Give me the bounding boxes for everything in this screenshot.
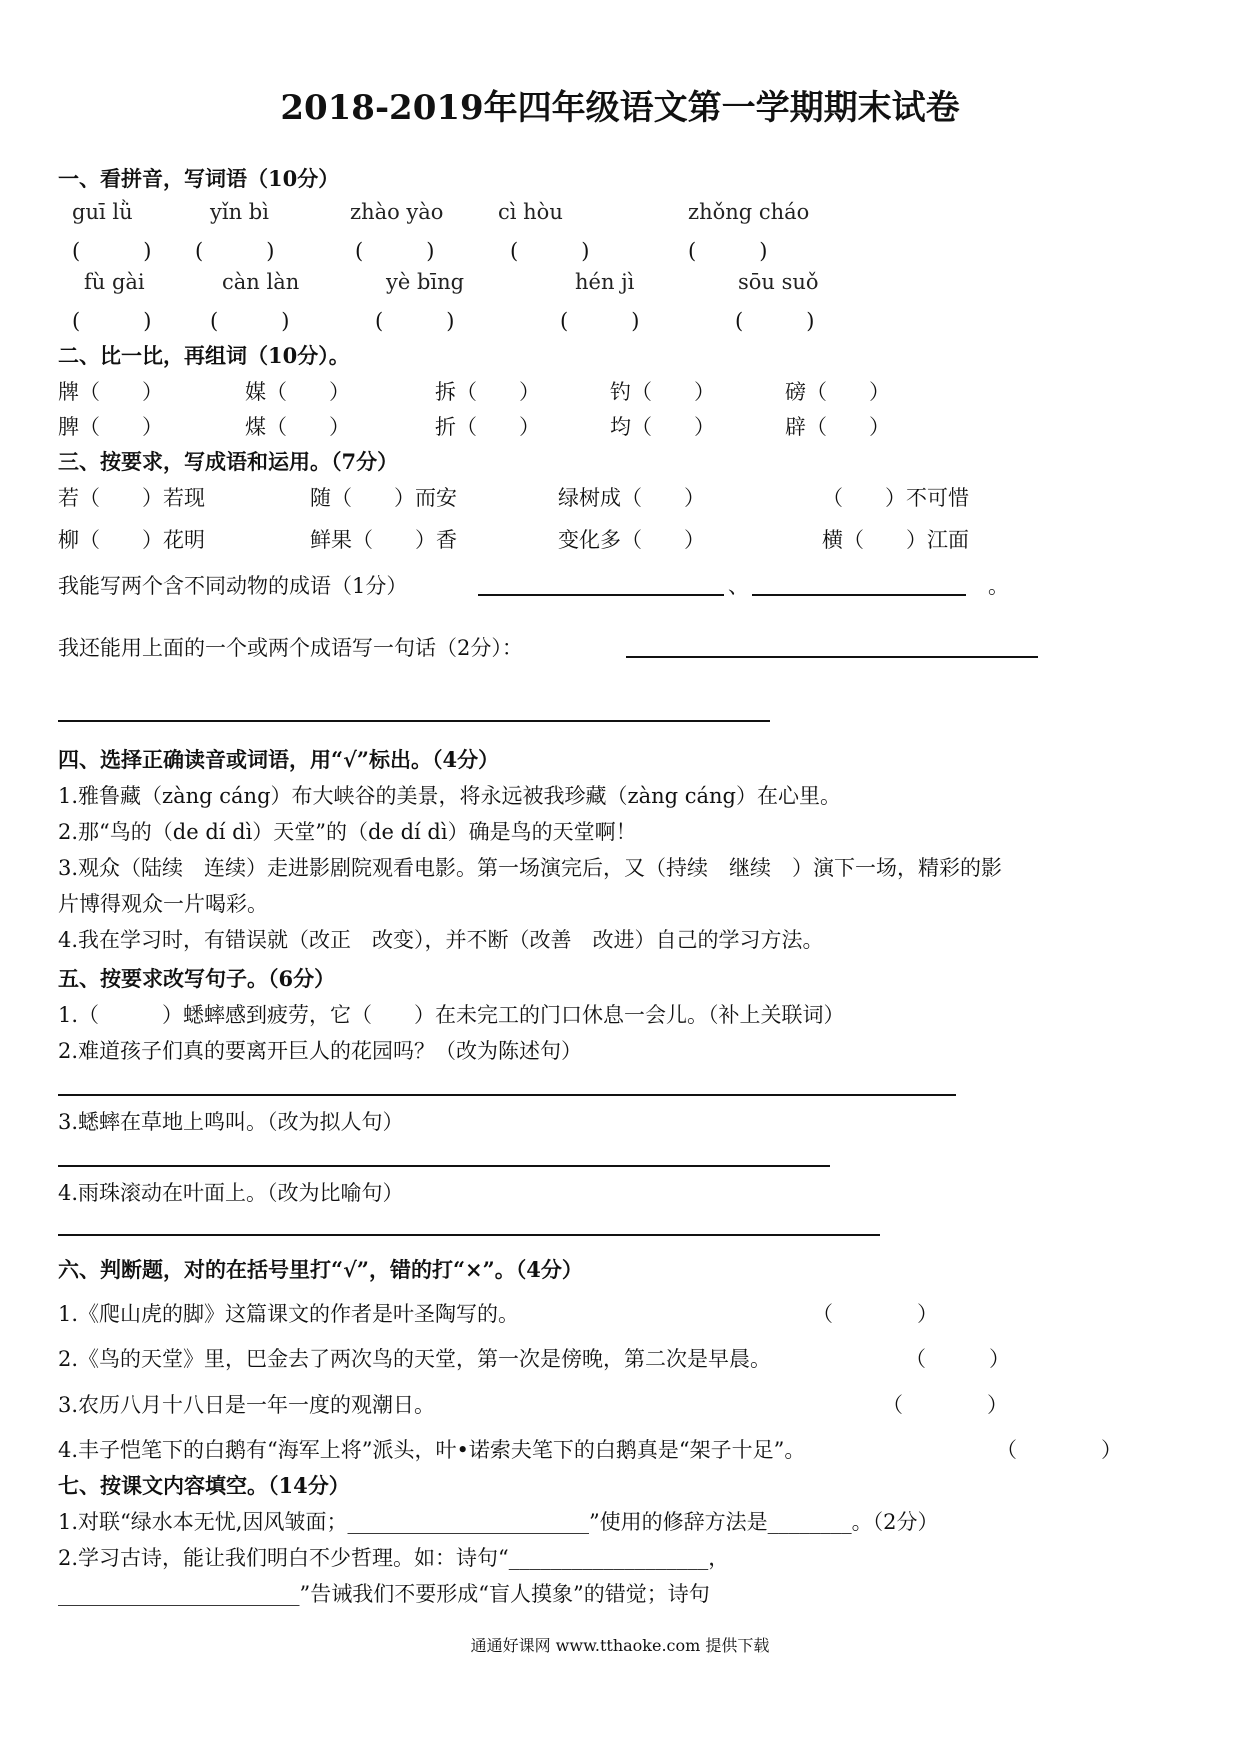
compare-item: 钓（ ）: [610, 380, 715, 404]
idiom-question-2: 我还能用上面的一个或两个成语写一句话（2分）：: [58, 636, 523, 660]
reading-question-3: 3.观众（陆续 连续）走进影剧院观看电影。第一场演完后，又（持续 继续 ）演下一场，精彩的影: [58, 856, 1003, 880]
pinyin-2-4: hén jì: [575, 270, 635, 294]
pinyin-1-5: zhǒng cháo: [688, 200, 810, 224]
pinyin-2-2: càn làn: [222, 270, 300, 294]
pinyin-2-3: yè bīng: [386, 270, 465, 294]
answer-line[interactable]: [58, 1234, 880, 1236]
idiom-item: 若（ ）若现: [58, 486, 205, 510]
judge-question-1: 1.《爬山虎的脚》这篇课文的作者是叶圣陶写的。: [58, 1302, 520, 1326]
reading-question-2: 2.那“鸟的（de dí dì）天堂”的（de dí dì）确是鸟的天堂啊！: [58, 820, 637, 844]
footer-credit: 通通好课网 www.tthaoke.com 提供下载: [470, 1636, 770, 1655]
section-5-heading: 五、按要求改写句子。（6分）: [58, 966, 336, 991]
page-title: 2018-2019年四年级语文第一学期期末试卷: [280, 88, 960, 128]
compare-item: 脾（ ）: [58, 415, 163, 439]
answer-line[interactable]: [752, 594, 966, 596]
rewrite-question-2: 2.难道孩子们真的要离开巨人的花园吗？（改为陈述句）: [58, 1039, 583, 1063]
rewrite-question-1: 1.（ ）蟋蟀感到疲劳，它（ ）在未完工的门口休息一会儿。（补上关联词）: [58, 1003, 845, 1027]
idiom-item: 绿树成（ ）: [558, 486, 705, 510]
answer-blank[interactable]: ( ): [210, 309, 290, 333]
answer-blank[interactable]: ( ): [688, 239, 768, 263]
idiom-item: 鲜果（ ）香: [310, 528, 457, 552]
answer-blank[interactable]: ( ): [560, 309, 640, 333]
compare-item: 媒（ ）: [245, 380, 350, 404]
judge-question-4: 4.丰子恺笔下的白鹅有“海军上将”派头，叶•诺索夫笔下的白鹅真是“架子十足”。: [58, 1438, 806, 1462]
answer-blank[interactable]: ( ): [510, 239, 590, 263]
judge-answer-paren[interactable]: （ ）: [905, 1347, 1010, 1371]
compare-item: 磅（ ）: [785, 380, 890, 404]
pinyin-1-3: zhào yào: [350, 200, 444, 224]
compare-item: 辟（ ）: [785, 415, 890, 439]
pinyin-2-1: fù gài: [84, 270, 145, 294]
compare-item: 煤（ ）: [245, 415, 350, 439]
reading-question-4: 4.我在学习时，有错误就（改正 改变），并不断（改善 改进）自己的学习方法。: [58, 928, 824, 952]
period: 。: [988, 574, 1009, 598]
rewrite-question-4: 4.雨珠滚动在叶面上。（改为比喻句）: [58, 1181, 404, 1205]
reading-question-3-cont: 片博得观众一片喝彩。: [58, 892, 268, 916]
compare-item: 牌（ ）: [58, 380, 163, 404]
idiom-item: 柳（ ）花明: [58, 528, 205, 552]
answer-blank[interactable]: ( ): [195, 239, 275, 263]
idiom-question-1: 我能写两个含不同动物的成语（1分）: [58, 574, 408, 598]
section-6-heading: 六、判断题，对的在括号里打“√”，错的打“×”。（4分）: [58, 1257, 583, 1282]
judge-question-3: 3.农历八月十八日是一年一度的观潮日。: [58, 1393, 436, 1417]
fill-question-1: 1.对联“绿水本无忧,因风皱面；_______________________”使用的修辞方法是________。（2分）: [58, 1510, 939, 1534]
idiom-item: （ ）不可惜: [822, 486, 969, 510]
answer-blank[interactable]: ( ): [355, 239, 435, 263]
answer-blank[interactable]: ( ): [72, 239, 152, 263]
compare-item: 均（ ）: [610, 415, 715, 439]
answer-blank[interactable]: ( ): [375, 309, 455, 333]
compare-item: 拆（ ）: [435, 380, 540, 404]
separator: 、: [728, 574, 749, 598]
fill-question-2: 2.学习古诗，能让我们明白不少哲理。如：诗句“___________________，: [58, 1546, 730, 1570]
pinyin-1-4: cì hòu: [498, 200, 563, 224]
section-7-heading: 七、按课文内容填空。（14分）: [58, 1473, 350, 1498]
rewrite-question-3: 3.蟋蟀在草地上鸣叫。（改为拟人句）: [58, 1110, 404, 1134]
pinyin-1-2: yǐn bì: [210, 200, 269, 224]
answer-line[interactable]: [58, 1094, 956, 1096]
idiom-item: 横（ ）江面: [822, 528, 969, 552]
pinyin-2-5: sōu suǒ: [738, 270, 819, 294]
answer-blank[interactable]: ( ): [72, 309, 152, 333]
pinyin-1-1: guī lǜ: [72, 200, 133, 224]
answer-line[interactable]: [478, 594, 724, 596]
idiom-item: 变化多（ ）: [558, 528, 705, 552]
section-3-heading: 三、按要求，写成语和运用。（7分）: [58, 449, 399, 474]
section-2-heading: 二、比一比，再组词（10分）。: [58, 343, 350, 368]
judge-question-2: 2.《鸟的天堂》里，巴金去了两次鸟的天堂，第一次是傍晚，第二次是早晨。: [58, 1347, 772, 1371]
judge-answer-paren[interactable]: （ ）: [882, 1393, 1008, 1417]
compare-item: 折（ ）: [435, 415, 540, 439]
answer-line[interactable]: [58, 1165, 830, 1167]
judge-answer-paren[interactable]: （ ）: [996, 1438, 1122, 1462]
idiom-item: 随（ ）而安: [310, 486, 457, 510]
section-1-heading: 一、看拼音，写词语（10分）: [58, 166, 340, 191]
fill-question-2-cont: _______________________”告诫我们不要形成“盲人摸象”的错觉；诗句: [58, 1582, 710, 1606]
answer-line[interactable]: [58, 720, 770, 722]
answer-blank[interactable]: ( ): [735, 309, 815, 333]
judge-answer-paren[interactable]: （ ）: [812, 1302, 938, 1326]
section-4-heading: 四、选择正确读音或词语，用“√”标出。（4分）: [58, 747, 500, 772]
answer-line[interactable]: [626, 656, 1038, 658]
reading-question-1: 1.雅鲁藏（zàng cáng）布大峡谷的美景，将永远被我珍藏（zàng cáng）在心里。: [58, 784, 841, 808]
